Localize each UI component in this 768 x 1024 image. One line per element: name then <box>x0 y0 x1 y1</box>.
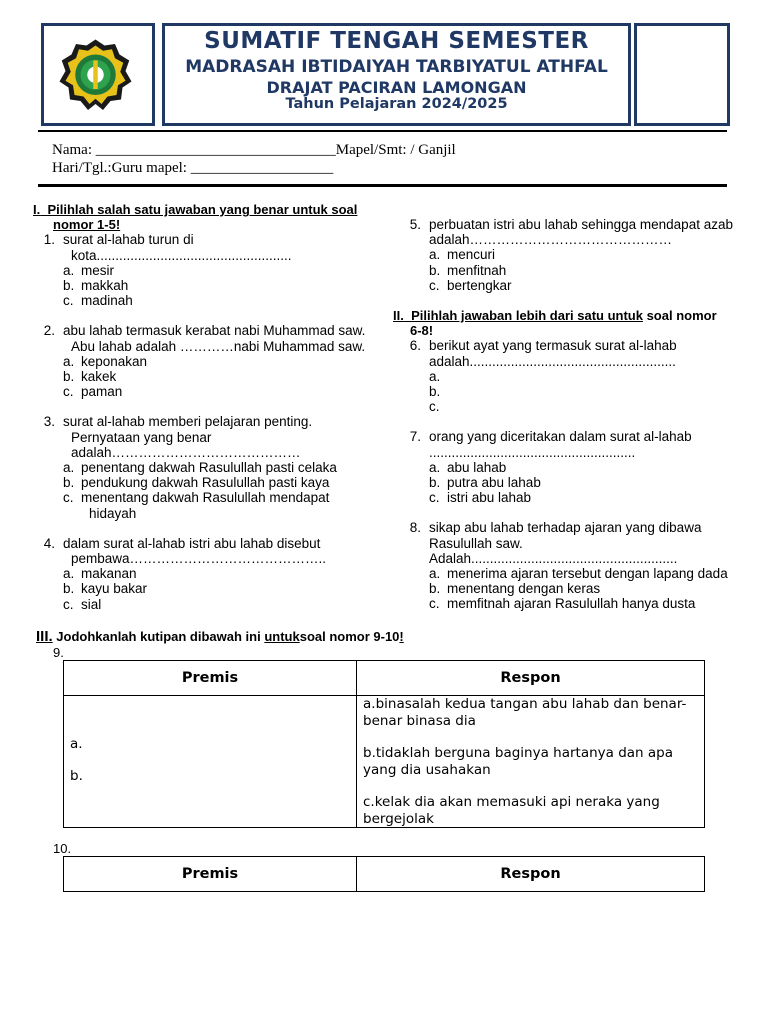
right-frame <box>634 23 730 126</box>
school-logo-icon <box>58 38 133 113</box>
respon-header: Respon <box>357 857 705 892</box>
question-6: 6. berikut ayat yang termasuk surat al-lahab adalah....................................................... a. b. c. <box>409 338 677 415</box>
exam-title: SUMATIF TENGAH SEMESTER <box>204 28 589 54</box>
respon-header: Respon <box>357 661 705 696</box>
question-7: 7. orang yang diceritakan dalam surat al-lahab ....................................................... a. abu lahab b. putra abu lahab c. istri abu lahab <box>409 429 692 506</box>
question-10-number: 10. <box>53 841 72 856</box>
question-2: 2. abu lahab termasuk kerabat nabi Muhammad saw. Abu lahab adalah …………nabi Muhammad saw. a. keponakan b. kakek c. paman <box>43 323 366 400</box>
academic-year: Tahun Pelajaran 2024/2025 <box>285 96 508 112</box>
question-3: 3. surat al-lahab memberi pelajaran penting. Pernyataan yang benar adalah…………………………………… a. penentang dakwah Rasulullah pasti celaka b. pendukung dakwah Rasulullah pasti kaya c. menentang dakwah Rasulullah mendapat hidayah <box>43 414 337 521</box>
identity-line-1: Nama: ________________________________Mapel/Smt: / Ganjil <box>52 142 456 158</box>
question-1: 1. surat al-lahab turun di kota.................................................... a. mesir b. makkah c. madinah <box>43 232 292 309</box>
section-2-heading: II. Pilihlah jawaban lebih dari satu untuk soal nomor <box>393 308 717 324</box>
header-divider <box>38 130 727 132</box>
question-8: 8. sikap abu lahab terhadap ajaran yang dibawa Rasulullah saw. Adalah....................................................... a. menerima ajaran tersebut dengan lapang dada b. menentang dengan keras c. memfitnah ajaran Rasulullah hanya dusta <box>409 520 728 612</box>
identity-line-2: Hari/Tgl.:Guru mapel: ___________________ <box>52 160 334 176</box>
section-3-heading: III. Jodohkanlah kutipan dibawah ini untuksoal nomor 9-10! <box>36 628 404 645</box>
matching-table-9 <box>63 660 705 828</box>
identity-divider <box>38 184 727 187</box>
question-4: 4. dalam surat al-lahab istri abu lahab disebut pembawa…………………………………….. a. makanan b. kayu bakar c. sial <box>43 535 327 612</box>
premis-header: Premis <box>64 857 357 892</box>
school-location: DRAJAT PACIRAN LAMONGAN <box>266 78 527 97</box>
question-9-number: 9. <box>53 645 64 660</box>
question-5: 5. perbuatan istri abu lahab sehingga mendapat azab adalah……………………………………… a. mencuri b. menfitnah c. bertengkar <box>409 217 733 293</box>
right-column: 5. perbuatan istri abu lahab sehingga mendapat azab adalah……………………………………… a. mencuri b. menfitnah c. bertengkar II. Pilihlah jawaban lebih dari satu untuk soal nomor 6-8! 6. berikut ayat yang termasuk surat al-lahab adalah....................................................... a. b. c. 7. orang yang diceritakan dalam surat al-lahab ....................................................... a. abu lahab b. putra abu lahab c. istri abu lahab 8. sikap abu lahab terhadap ajaran yang dibawa Rasulullah saw. Adalah....................................................... a. menerima ajaran tersebut dengan lapang dada b. menentang dengan keras c. memfitnah ajaran Rasulullah hanya dusta <box>391 217 741 612</box>
school-name: MADRASAH IBTIDAIYAH TARBIYATUL ATHFAL <box>185 57 608 77</box>
left-column: I. Pilihlah salah satu jawaban yang benar untuk soal nomor 1-5! 1. surat al-lahab turun di kota.................................................... a. mesir b. makkah c. madinah 2. abu lahab termasuk kerabat nabi Muhammad saw. Abu lahab adalah …………nabi Muhammad saw. a. keponakan b. kakek c. paman 3. surat al-lahab memberi pelajaran penting. Pernyataan yang benar adalah…………………………………… a. penentang dakwah Rasulullah pasti celaka b. pendukung dakwah Rasulullah pasti kaya c. menentang dakwah Rasulullah mendapat hidayah 4. dalam surat al-lahab istri abu lahab disebut pembawa…………………………………….. a. makanan b. kayu bakar c. sial <box>33 202 383 612</box>
section-1-heading: I. Pilihlah salah satu jawaban yang benar untuk soal <box>33 202 358 217</box>
respon-cell: a.binasalah kedua tangan abu lahab dan benar-benar binasa dia b.tidaklah berguna baginya hartanya dan apa yang dia usahakan c.kelak dia akan memasuki api neraka yang bergejolak <box>357 696 705 828</box>
premis-header: Premis <box>64 661 357 696</box>
matching-table-10 <box>63 856 705 892</box>
premis-cell: a. b. <box>64 696 357 828</box>
